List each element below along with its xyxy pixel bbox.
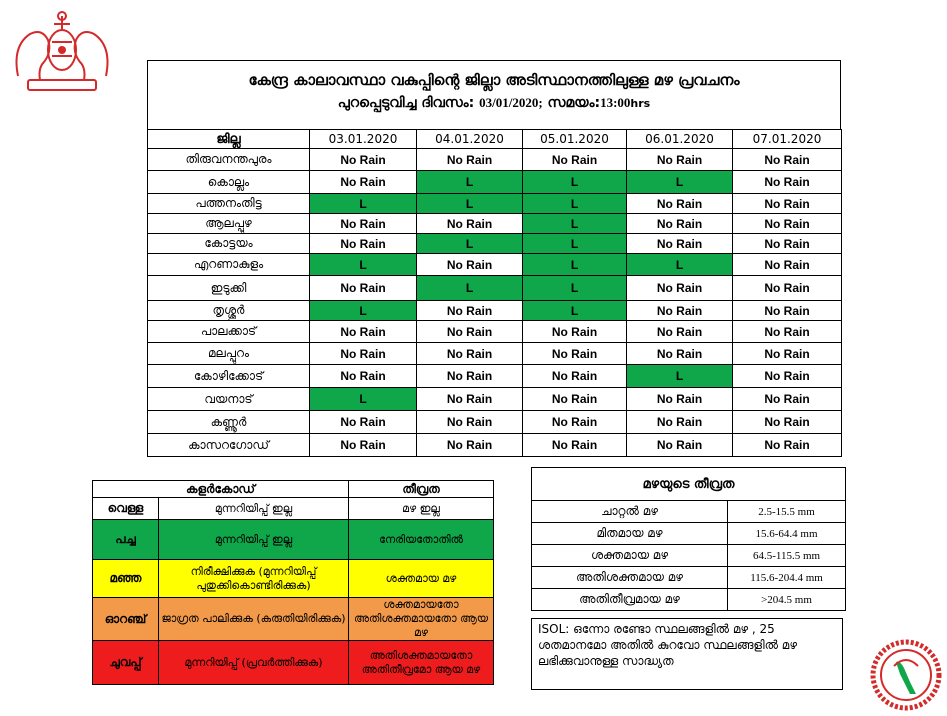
disaster-management-logo — [870, 638, 942, 712]
forecast-cell: No Rain — [627, 234, 733, 254]
forecast-cell: No Rain — [310, 321, 417, 343]
forecast-title: കേന്ദ്ര കാലാവസ്ഥാ വകുപ്പിന്റെ ജില്ലാ അടിസ്ഥാനത്തിലുള്ള മഴ പ്രവചനം — [248, 71, 740, 89]
forecast-cell: L — [523, 254, 627, 276]
forecast-cell: L — [310, 194, 417, 214]
forecast-cell: No Rain — [627, 301, 733, 321]
forecast-cell: No Rain — [733, 234, 842, 254]
intensity-meaning: അതിശക്തമായതോ അതിതീവ്രമോ ആയ മഴ — [349, 641, 494, 685]
district-name: കണ്ണൂർ — [148, 411, 310, 434]
forecast-cell: No Rain — [417, 321, 523, 343]
forecast-cell: No Rain — [310, 343, 417, 365]
published-label: പുറപ്പെടുവിച്ച ദിവസം: — [337, 95, 475, 111]
district-name: വയനാട് — [148, 388, 310, 411]
time-unit: hrs — [630, 97, 651, 110]
intensity-meaning: നേരിയതോതിൽ — [349, 520, 494, 560]
forecast-cell: No Rain — [733, 214, 842, 234]
color-name: മഞ്ഞ — [93, 560, 159, 598]
forecast-cell: No Rain — [627, 388, 733, 411]
forecast-row — [148, 194, 842, 214]
date-column-header: 04.01.2020 — [417, 130, 523, 149]
forecast-row — [148, 234, 842, 254]
forecast-cell: No Rain — [417, 149, 523, 171]
intensity-row — [532, 545, 846, 567]
forecast-cell: L — [310, 388, 417, 411]
forecast-row — [148, 434, 842, 457]
intensity-header: തീവ്രത — [349, 481, 494, 498]
forecast-cell: No Rain — [310, 214, 417, 234]
forecast-cell: L — [627, 171, 733, 194]
intensity-row — [532, 589, 846, 611]
forecast-cell: No Rain — [310, 434, 417, 457]
forecast-cell: No Rain — [310, 171, 417, 194]
forecast-row — [148, 149, 842, 171]
forecast-cell: No Rain — [733, 411, 842, 434]
forecast-cell: L — [523, 194, 627, 214]
forecast-cell: No Rain — [417, 411, 523, 434]
forecast-cell: L — [523, 214, 627, 234]
forecast-row — [148, 214, 842, 234]
intensity-range: >204.5 mm — [728, 589, 846, 611]
forecast-row — [148, 276, 842, 301]
forecast-cell: No Rain — [627, 321, 733, 343]
published-date: 03/01/2020; — [479, 95, 543, 110]
district-name: കോഴിക്കോട് — [148, 365, 310, 388]
forecast-cell: No Rain — [310, 276, 417, 301]
intensity-meaning: മഴ ഇല്ല — [349, 498, 494, 520]
forecast-cell: L — [523, 276, 627, 301]
intensity-row — [532, 501, 846, 523]
forecast-cell: No Rain — [627, 194, 733, 214]
warning-meaning: മുന്നറിയിപ്പ് ഇല്ല — [159, 520, 349, 560]
forecast-table — [147, 129, 842, 457]
intensity-label: ശക്തമായ മഴ — [532, 545, 728, 567]
forecast-cell: No Rain — [733, 254, 842, 276]
forecast-row — [148, 343, 842, 365]
forecast-row — [148, 171, 842, 194]
intensity-label: ചാറ്റൽ മഴ — [532, 501, 728, 523]
warning-meaning: മുന്നറിയിപ്പ് (പ്രവർത്തിക്കുക) — [159, 641, 349, 685]
forecast-cell: No Rain — [733, 194, 842, 214]
district-name: പത്തനംതിട്ട — [148, 194, 310, 214]
color-code-row — [93, 598, 494, 641]
forecast-row — [148, 254, 842, 276]
forecast-cell: No Rain — [627, 411, 733, 434]
forecast-header — [147, 60, 841, 130]
forecast-cell: No Rain — [310, 234, 417, 254]
district-name: പാലക്കാട് — [148, 321, 310, 343]
intensity-meaning: ശക്തമായതോ അതിശക്തമായതോ ആയ മഴ — [349, 598, 494, 641]
forecast-cell: L — [310, 301, 417, 321]
forecast-cell: L — [523, 301, 627, 321]
intensity-label: അതിശക്തമായ മഴ — [532, 567, 728, 589]
forecast-row — [148, 321, 842, 343]
forecast-cell: No Rain — [417, 301, 523, 321]
forecast-cell: No Rain — [417, 388, 523, 411]
color-code-row — [93, 641, 494, 685]
intensity-label: അതിതീവ്രമായ മഴ — [532, 589, 728, 611]
intensity-label: മിതമായ മഴ — [532, 523, 728, 545]
forecast-row — [148, 411, 842, 434]
forecast-cell: No Rain — [733, 343, 842, 365]
forecast-row — [148, 301, 842, 321]
intensity-title: മഴയുടെ തീവ്രത — [532, 468, 846, 501]
color-name: ഓറഞ്ച് — [93, 598, 159, 641]
color-name: വെള്ള — [93, 498, 159, 520]
intensity-meaning: ശക്തമായ മഴ — [349, 560, 494, 598]
date-column-header: 07.01.2020 — [733, 130, 842, 149]
color-name: പച്ച — [93, 520, 159, 560]
forecast-cell: No Rain — [417, 343, 523, 365]
forecast-cell: L — [523, 234, 627, 254]
kerala-emblem-logo — [8, 6, 116, 96]
forecast-cell: No Rain — [523, 365, 627, 388]
district-name: ഇടുക്കി — [148, 276, 310, 301]
forecast-cell: No Rain — [733, 276, 842, 301]
forecast-cell: No Rain — [627, 434, 733, 457]
date-column-header: 03.01.2020 — [310, 130, 417, 149]
forecast-cell: L — [417, 171, 523, 194]
forecast-cell: No Rain — [627, 149, 733, 171]
forecast-cell: L — [523, 171, 627, 194]
district-name: തിരുവനന്തപുരം — [148, 149, 310, 171]
intensity-row — [532, 523, 846, 545]
published-line — [148, 95, 840, 111]
time-label: സമയം: — [547, 95, 601, 111]
forecast-row — [148, 365, 842, 388]
color-code-row — [93, 520, 494, 560]
intensity-range: 2.5-15.5 mm — [728, 501, 846, 523]
forecast-cell: No Rain — [733, 434, 842, 457]
forecast-cell: No Rain — [310, 365, 417, 388]
forecast-cell: No Rain — [733, 365, 842, 388]
forecast-cell: No Rain — [523, 149, 627, 171]
district-column-header: ജില്ല — [148, 130, 310, 149]
color-code-row — [93, 498, 494, 520]
forecast-cell: No Rain — [627, 214, 733, 234]
forecast-cell: No Rain — [523, 388, 627, 411]
forecast-row — [148, 388, 842, 411]
forecast-cell: No Rain — [627, 343, 733, 365]
time-value: 13:00 — [600, 95, 631, 110]
intensity-title-row — [532, 468, 846, 501]
rain-intensity-table — [531, 467, 846, 611]
forecast-cell: No Rain — [627, 276, 733, 301]
forecast-cell: No Rain — [523, 411, 627, 434]
forecast-cell: No Rain — [523, 343, 627, 365]
forecast-cell: No Rain — [417, 365, 523, 388]
district-name: തൃശ്ശൂർ — [148, 301, 310, 321]
warning-meaning: നിരീക്ഷിക്കുക (മുന്നറിയിപ്പ് പുതുക്കികൊണ്ടിരിക്കുക) — [159, 560, 349, 598]
forecast-cell: No Rain — [733, 321, 842, 343]
forecast-cell: No Rain — [417, 434, 523, 457]
warning-meaning: മുന്നറിയിപ്പ് ഇല്ല — [159, 498, 349, 520]
color-code-table — [92, 480, 494, 685]
forecast-cell: L — [627, 254, 733, 276]
forecast-cell: L — [627, 365, 733, 388]
forecast-header-row — [148, 130, 842, 149]
forecast-cell: No Rain — [310, 411, 417, 434]
forecast-cell: No Rain — [310, 149, 417, 171]
intensity-range: 64.5-115.5 mm — [728, 545, 846, 567]
date-column-header: 06.01.2020 — [627, 130, 733, 149]
district-name: മലപ്പുറം — [148, 343, 310, 365]
isol-note: ISOL: ഒന്നോ രണ്ടോ സ്ഥലങ്ങളിൽ മഴ , 25 ശതമാനമോ അതിൽ കുറവോ സ്ഥലങ്ങളിൽ മഴ ലഭിക്കുവാനുള്ള സാദ്ധ്യത — [531, 618, 843, 690]
forecast-cell: No Rain — [733, 171, 842, 194]
district-name: കോട്ടയം — [148, 234, 310, 254]
intensity-row — [532, 567, 846, 589]
forecast-cell: No Rain — [417, 214, 523, 234]
district-name: കാസറഗോഡ് — [148, 434, 310, 457]
district-name: എറണാകുളം — [148, 254, 310, 276]
forecast-cell: L — [417, 194, 523, 214]
forecast-cell: No Rain — [523, 434, 627, 457]
warning-meaning: ജാഗ്രത പാലിക്കുക (കരുതിയിരിക്കുക) — [159, 598, 349, 641]
forecast-cell: No Rain — [733, 149, 842, 171]
district-name: കൊല്ലം — [148, 171, 310, 194]
forecast-cell: No Rain — [733, 388, 842, 411]
color-code-header-row — [93, 481, 494, 498]
forecast-cell: No Rain — [523, 321, 627, 343]
date-column-header: 05.01.2020 — [523, 130, 627, 149]
intensity-range: 15.6-64.4 mm — [728, 523, 846, 545]
district-name: ആലപ്പുഴ — [148, 214, 310, 234]
forecast-cell: No Rain — [417, 254, 523, 276]
forecast-cell: No Rain — [733, 301, 842, 321]
forecast-cell: L — [417, 276, 523, 301]
color-code-header: കളർകോഡ് — [93, 481, 349, 498]
forecast-cell: L — [310, 254, 417, 276]
intensity-range: 115.6-204.4 mm — [728, 567, 846, 589]
color-name: ചുവപ്പ് — [93, 641, 159, 685]
color-code-row — [93, 560, 494, 598]
forecast-cell: L — [417, 234, 523, 254]
